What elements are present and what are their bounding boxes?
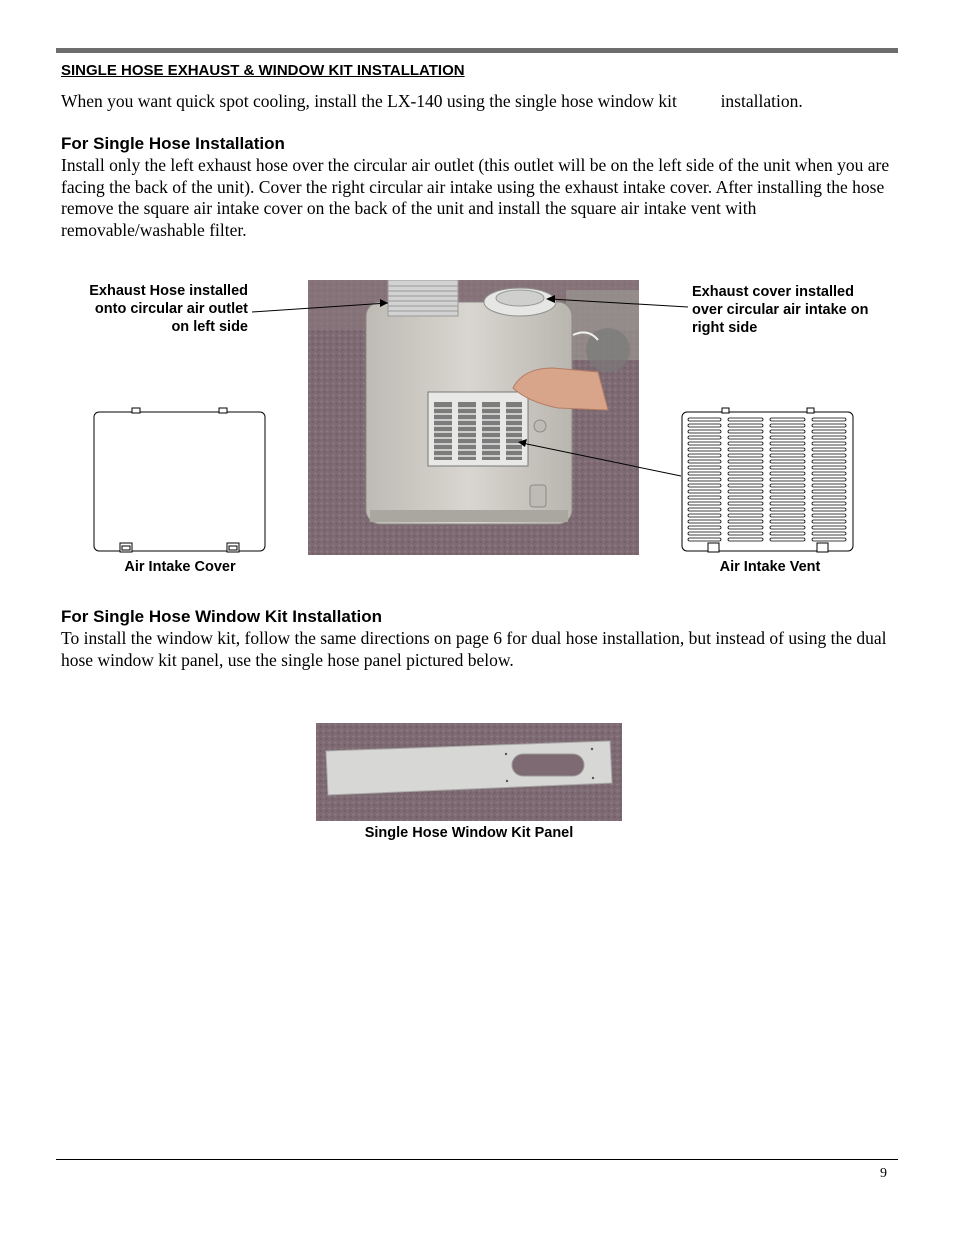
air-intake-vent-drawing xyxy=(680,406,856,554)
caption-air-intake-cover: Air Intake Cover xyxy=(124,559,236,575)
leader-line-hose xyxy=(252,303,388,312)
arrowhead-hose xyxy=(380,299,388,307)
caption-window-kit-panel: Single Hose Window Kit Panel xyxy=(364,825,574,841)
leader-line-cover xyxy=(550,299,688,307)
callout-exhaust-hose-line1: Exhaust Hose installed xyxy=(89,283,248,299)
callout-exhaust-hose-line3: on left side xyxy=(171,319,248,335)
leader-line-vent xyxy=(522,443,681,476)
callout-exhaust-cover-line1: Exhaust cover installed xyxy=(692,284,854,300)
arrowhead-cover xyxy=(546,295,555,303)
intro-paragraph: When you want quick spot cooling, install the LX-140 using the single hose window kit installation. xyxy=(61,91,803,111)
section-title: SINGLE HOSE EXHAUST & WINDOW KIT INSTALLATION xyxy=(61,62,465,79)
callout-exhaust-hose-line2: onto circular air outlet xyxy=(94,301,248,317)
page-number: 9 xyxy=(880,1166,887,1181)
window-kit-heading: For Single Hose Window Kit Installation xyxy=(61,607,382,626)
single-hose-heading: For Single Hose Installation xyxy=(61,134,285,153)
bottom-rule xyxy=(56,1159,898,1160)
air-intake-cover-drawing xyxy=(92,406,268,554)
single-hose-paragraph: Install only the left exhaust hose over the circular air outlet (this outlet will be on the left side of the unit when you are facing the back of the unit). Cover the right circular air intake using the exhaust intake cover. After installing the hose remove the square air intake cover on the back of the unit and install the square air intake vent with removable/washable filter. xyxy=(61,155,890,240)
arrowhead-vent xyxy=(518,439,527,447)
window-kit-paragraph: To install the window kit, follow the same directions on page 6 for dual hose installation, but instead of using the dual hose window kit panel, use the single hose panel pictured below. xyxy=(61,628,887,670)
callout-exhaust-cover-line3: right side xyxy=(692,320,758,336)
caption-air-intake-vent: Air Intake Vent xyxy=(719,559,821,575)
window-kit-panel-photo xyxy=(316,723,622,821)
callout-exhaust-cover-line2: over circular air intake on xyxy=(692,302,869,318)
